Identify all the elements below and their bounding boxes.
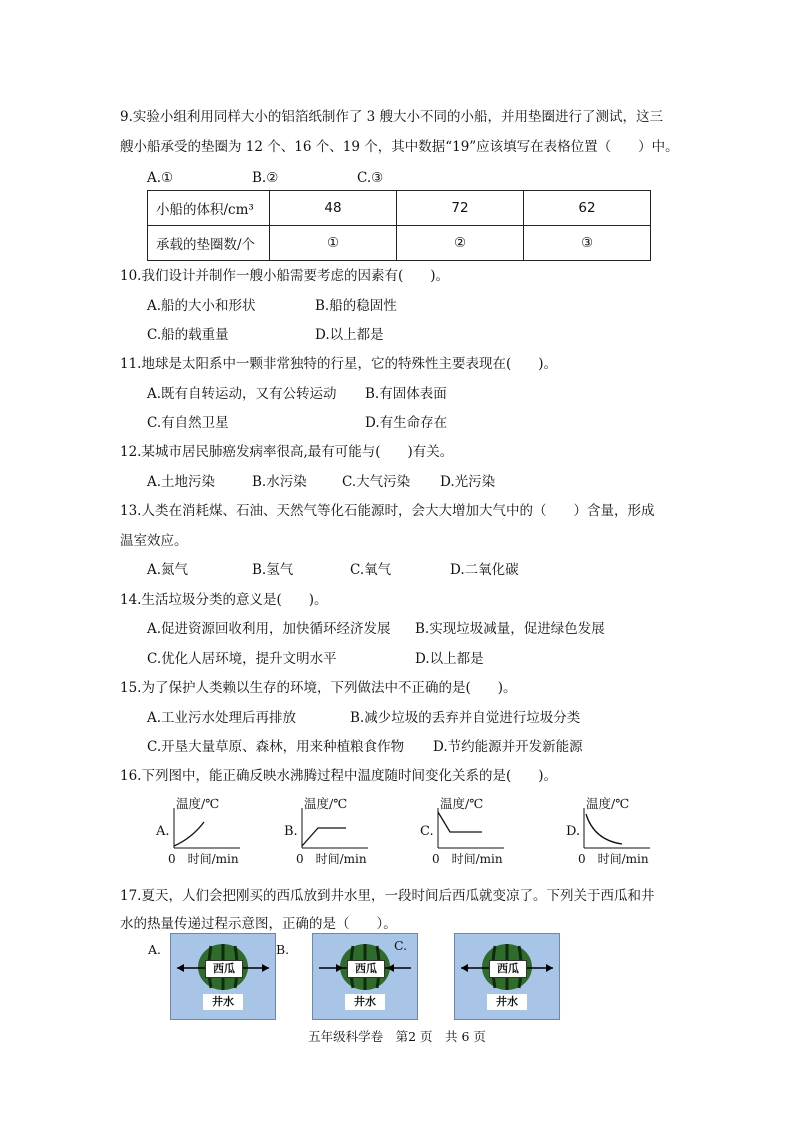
graph-d-plot: [582, 808, 652, 852]
q9-option-c: C.③: [357, 170, 384, 186]
fig-c-water-label: 井水: [487, 994, 527, 1010]
q9-line1: 9.实验小组利用同样大小的铝箔纸制作了 3 艘大小不同的小船，并用垫圈进行了测试，这三: [120, 109, 664, 125]
q12-option-b: B.水污染: [252, 474, 307, 490]
q9-option-b: B.②: [252, 170, 279, 186]
fig-b-letter: B.: [276, 942, 290, 957]
table-cell: ③: [524, 226, 651, 261]
q10-option-d: D.以上都是: [315, 327, 384, 343]
graph-d-xlabel: 0 时间/min: [578, 852, 649, 866]
q14-option-b: B.实现垃圾减量，促进绿色发展: [415, 621, 605, 637]
q9-table: [147, 190, 651, 261]
graph-a: [156, 794, 266, 866]
q10-stem: 10.我们设计并制作一艘小船需要考虑的因素有( )。: [120, 268, 450, 284]
table-header-washers: 承载的垫圈数/个: [148, 226, 270, 261]
q15-option-b: B.减少垃圾的丢弃并自觉进行垃圾分类: [350, 710, 581, 726]
table-row: [148, 191, 651, 226]
fig-a: [170, 933, 276, 1020]
q17-line2: 水的热量传递过程示意图，正确的是（ ）。: [120, 916, 397, 932]
fig-c-melon-label: 西瓜: [489, 960, 527, 978]
graph-b-xlabel: 0 时间/min: [296, 852, 367, 866]
q12-option-c: C.大气污染: [342, 474, 411, 490]
fig-b-water-label: 井水: [345, 994, 385, 1010]
q12-option-d: D.光污染: [440, 474, 496, 490]
fig-a-water-label: 井水: [203, 994, 243, 1010]
graph-c-plot: [436, 808, 506, 852]
q15-option-c: C.开垦大量草原、森林，用来种植粮食作物: [147, 739, 405, 755]
q17-line1: 17.夏天，人们会把刚买的西瓜放到井水里，一段时间后西瓜就变凉了。下列关于西瓜和井: [120, 888, 655, 904]
q10-option-b: B.船的稳固性: [315, 298, 397, 314]
fig-c-letter: C.: [394, 938, 408, 953]
q14-option-a: A.促进资源回收利用，加快循环经济发展: [147, 621, 391, 637]
q13-option-c: C.氧气: [350, 562, 392, 578]
q13-line1: 13.人类在消耗煤、石油、天然气等化石能源时，会大大增加大气中的（ ）含量，形成: [120, 503, 655, 519]
q13-option-a: A.氮气: [147, 562, 189, 578]
table-header-volume: 小船的体积/cm³: [148, 191, 270, 226]
q13-option-d: D.二氧化碳: [450, 562, 519, 578]
fig-b-melon-label: 西瓜: [347, 960, 385, 978]
table-cell: ②: [397, 226, 524, 261]
graph-d: [566, 794, 676, 866]
q9-line2: 艘小船承受的垫圈为 12 个、16 个、19 个，其中数据“19”应该填写在表格位置（ ）中。: [120, 139, 679, 155]
q11-option-a: A.既有自转运动，又有公转运动: [147, 386, 337, 402]
graph-b-letter: B.: [284, 824, 298, 839]
graph-b-ylabel: 温度/℃: [304, 796, 348, 811]
graph-a-xlabel: 0 时间/min: [168, 852, 239, 866]
q10-option-c: C.船的载重量: [147, 327, 229, 343]
q14-option-d: D.以上都是: [415, 651, 484, 667]
q11-option-c: C.有自然卫星: [147, 415, 229, 431]
graph-c: [420, 794, 530, 866]
graph-b-plot: [300, 808, 370, 852]
table-cell: 48: [270, 191, 397, 226]
q11-option-b: B.有固体表面: [365, 386, 447, 402]
fig-c: [454, 933, 560, 1020]
q14-option-c: C.优化人居环境，提升文明水平: [147, 651, 337, 667]
fig-a-melon-label: 西瓜: [205, 960, 243, 978]
graph-b: [284, 794, 394, 866]
table-cell: 62: [524, 191, 651, 226]
q15-option-d: D.节约能源并开发新能源: [433, 739, 583, 755]
graph-a-letter: A.: [156, 824, 170, 839]
q13-option-b: B.氢气: [252, 562, 294, 578]
graph-d-letter: D.: [566, 824, 581, 839]
q11-stem: 11.地球是太阳系中一颗非常独特的行星，它的特殊性主要表现在( )。: [120, 356, 558, 372]
q9-option-a: A.①: [147, 170, 174, 186]
q10-option-a: A.船的大小和形状: [147, 298, 256, 314]
graph-a-plot: [172, 808, 242, 852]
table-cell: 72: [397, 191, 524, 226]
fig-a-letter: A.: [148, 942, 162, 957]
graph-c-xlabel: 0 时间/min: [432, 852, 503, 866]
graph-a-ylabel: 温度/℃: [176, 796, 220, 811]
q14-stem: 14.生活垃圾分类的意义是( )。: [120, 592, 328, 608]
table-cell: ①: [270, 226, 397, 261]
q12-stem: 12.某城市居民肺癌发病率很高,最有可能与( )有关。: [120, 444, 454, 460]
q15-option-a: A.工业污水处理后再排放: [147, 710, 297, 726]
graph-c-letter: C.: [420, 824, 434, 839]
graph-d-ylabel: 温度/℃: [586, 796, 630, 811]
q13-line2: 温室效应。: [120, 533, 188, 549]
q15-stem: 15.为了保护人类赖以生存的环境，下列做法中不正确的是( )。: [120, 680, 517, 696]
q11-option-d: D.有生命存在: [365, 415, 448, 431]
q16-stem: 16.下列图中，能正确反映水沸腾过程中温度随时间变化关系的是( )。: [120, 768, 558, 784]
q12-option-a: A.土地污染: [147, 474, 216, 490]
table-row: [148, 226, 651, 261]
graph-c-ylabel: 温度/℃: [440, 796, 484, 811]
page-footer: 五年级科学卷 第2 页 共 6 页: [308, 1029, 486, 1044]
